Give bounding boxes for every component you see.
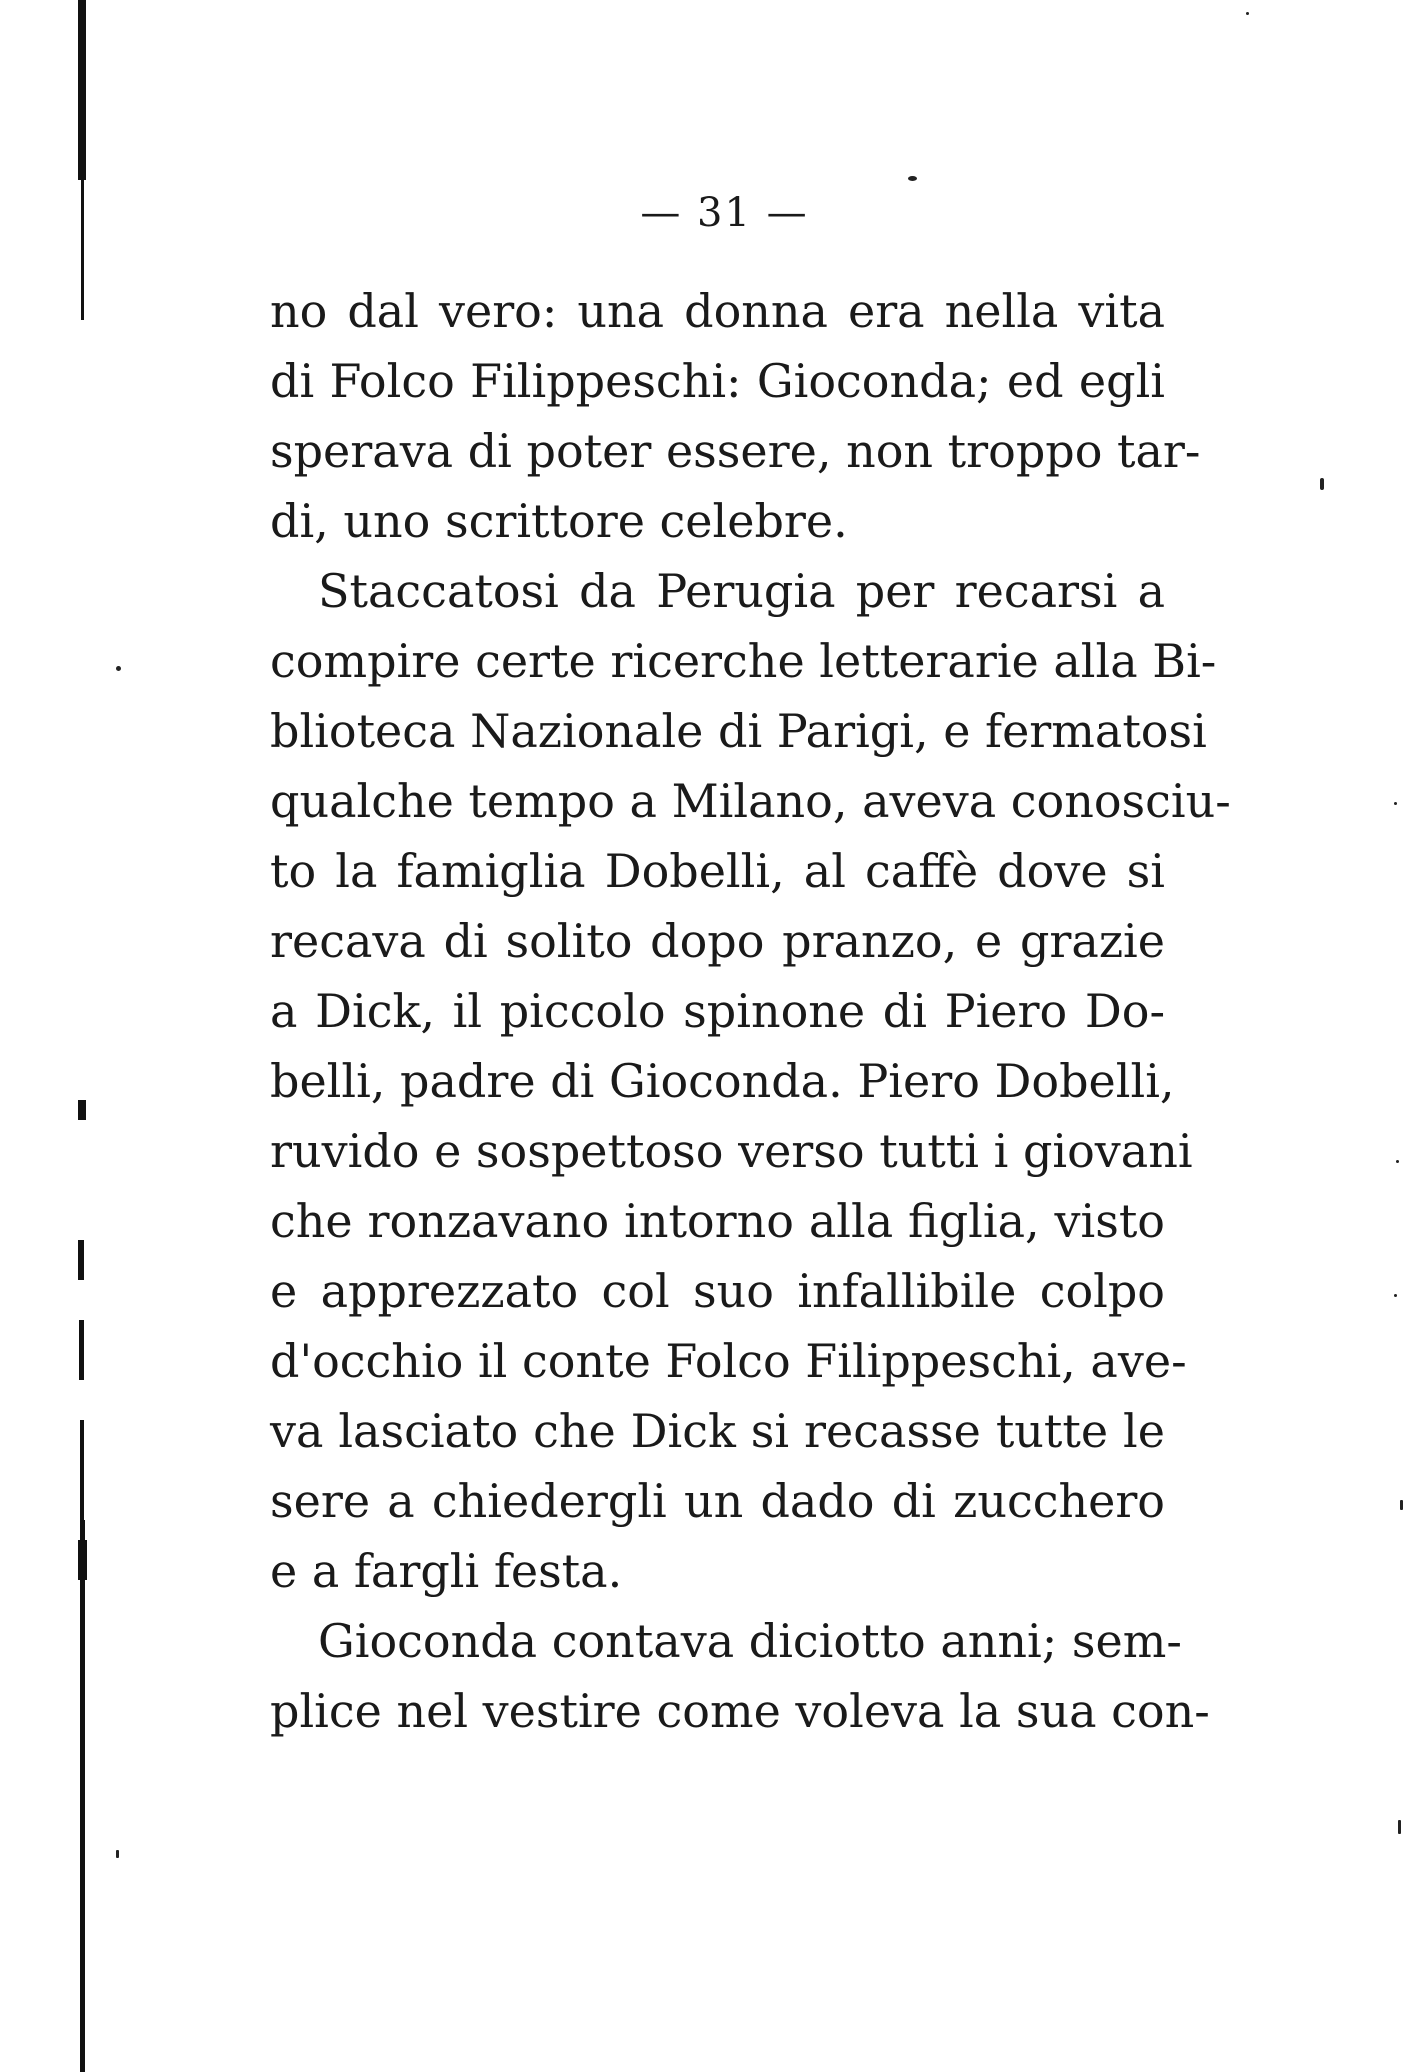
scan-speck <box>1394 1294 1397 1297</box>
scan-speck <box>1396 1160 1399 1163</box>
text-line: Gioconda contava diciotto anni; sem- <box>318 1614 1182 1668</box>
text-line: va lasciato che Dick si recasse tutte le <box>270 1404 1165 1458</box>
scan-speck <box>116 1850 119 1858</box>
text-line: belli, padre di Gioconda. Piero Dobelli, <box>270 1054 1175 1108</box>
scan-speck <box>1398 1820 1401 1834</box>
scan-speck <box>1320 478 1324 490</box>
text-line: a Dick, il piccolo spinone di Piero Do- <box>270 984 1165 1038</box>
text-line: di Folco Filippeschi: Gioconda; ed egli <box>270 354 1165 408</box>
text-line: che ronzavano intorno alla figlia, visto <box>270 1194 1165 1248</box>
scan-speck <box>116 666 121 671</box>
scan-speck <box>1400 1500 1403 1510</box>
page-number: — 31 — <box>640 190 809 236</box>
text-line: compire certe ricerche letterarie alla Bi- <box>270 634 1217 688</box>
text-line: Staccatosi da Perugia per recarsi a <box>318 564 1165 618</box>
text-line: qualche tempo a Milano, aveva conosciu- <box>270 774 1231 828</box>
text-line: d'occhio il conte Folco Filippeschi, ave- <box>270 1334 1187 1388</box>
text-line: e apprezzato col suo infallibile colpo <box>270 1264 1165 1318</box>
text-line: plice nel vestire come voleva la sua con- <box>270 1684 1210 1738</box>
text-line: e a fargli festa. <box>270 1544 623 1598</box>
text-line: ruvido e sospettoso verso tutti i giovani <box>270 1124 1193 1178</box>
text-line: di, uno scrittore celebre. <box>270 494 848 548</box>
text-line: blioteca Nazionale di Parigi, e fermatosi <box>270 704 1207 758</box>
scan-speck <box>1246 12 1249 15</box>
text-line: recava di solito dopo pranzo, e grazie <box>270 914 1165 968</box>
text-line: sere a chiedergli un dado di zucchero <box>270 1474 1165 1528</box>
body-text <box>270 276 1231 1746</box>
scan-speck <box>908 176 917 181</box>
text-line: to la famiglia Dobelli, al caffè dove si <box>270 844 1165 898</box>
scan-speck <box>1394 802 1397 805</box>
binding-edge <box>78 0 88 2072</box>
text-line: sperava di poter essere, non troppo tar- <box>270 424 1201 478</box>
text-line: no dal vero: una donna era nella vita <box>270 284 1165 338</box>
